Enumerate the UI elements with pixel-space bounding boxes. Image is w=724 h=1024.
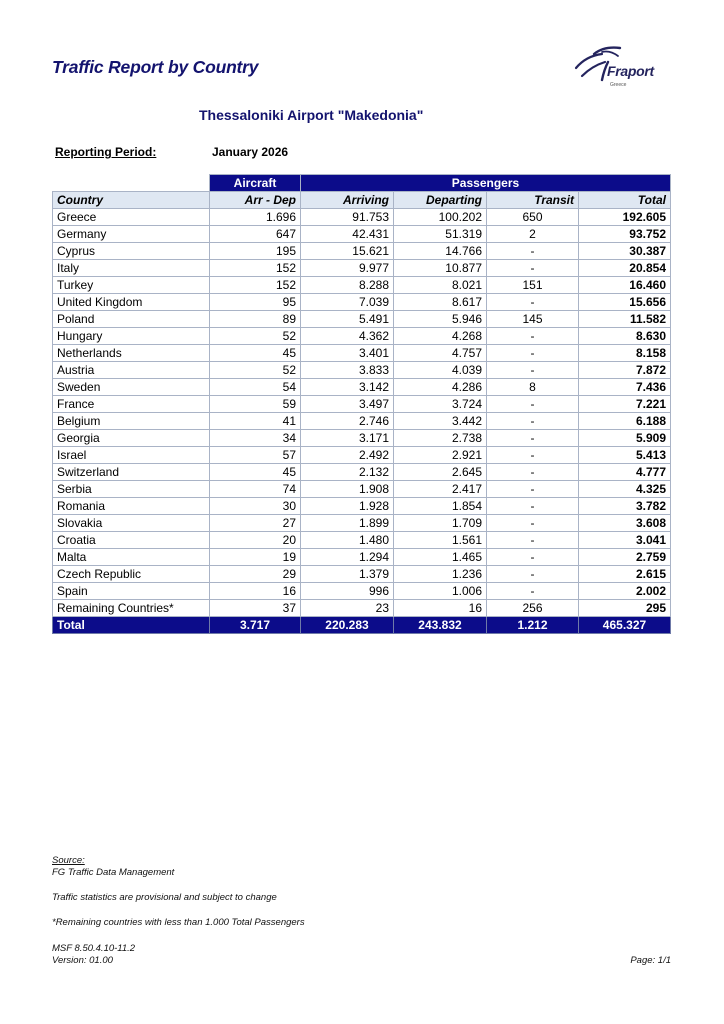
cell-transit: - — [487, 260, 579, 277]
table-row — [53, 379, 671, 396]
cell-country: Belgium — [53, 413, 210, 430]
table-row — [53, 532, 671, 549]
table-row — [53, 549, 671, 566]
cell-arriving: 1.899 — [301, 515, 394, 532]
table-row — [53, 294, 671, 311]
cell-country: Netherlands — [53, 345, 210, 362]
cell-country: Croatia — [53, 532, 210, 549]
col-header-total: Total — [579, 192, 671, 209]
col-header-departing: Departing — [394, 192, 487, 209]
cell-country: Malta — [53, 549, 210, 566]
cell-departing: 3.442 — [394, 413, 487, 430]
remaining-note: *Remaining countries with less than 1.000 Total Passengers — [52, 917, 305, 928]
cell-arriving: 1.908 — [301, 481, 394, 498]
table-row — [53, 600, 671, 617]
cell-total: 30.387 — [579, 243, 671, 260]
reporting-period-label: Reporting Period: — [55, 145, 157, 159]
cell-arr-dep: 74 — [210, 481, 301, 498]
cell-arr-dep: 34 — [210, 430, 301, 447]
cell-country: Greece — [53, 209, 210, 226]
cell-transit: - — [487, 243, 579, 260]
cell-arr-dep: 647 — [210, 226, 301, 243]
table-row — [53, 464, 671, 481]
table-row — [53, 498, 671, 515]
cell-transit: - — [487, 549, 579, 566]
cell-transit: - — [487, 498, 579, 515]
cell-arriving: 1.480 — [301, 532, 394, 549]
cell-departing: 2.417 — [394, 481, 487, 498]
cell-transit: 8 — [487, 379, 579, 396]
cell-transit: - — [487, 583, 579, 600]
cell-arriving: 996 — [301, 583, 394, 600]
table-row — [53, 260, 671, 277]
source-value: FG Traffic Data Management — [52, 867, 175, 878]
total-departing: 243.832 — [394, 617, 487, 634]
cell-arriving: 8.288 — [301, 277, 394, 294]
cell-transit: - — [487, 481, 579, 498]
cell-total: 2.759 — [579, 549, 671, 566]
cell-country: France — [53, 396, 210, 413]
cell-total: 295 — [579, 600, 671, 617]
col-header-country: Country — [53, 192, 210, 209]
group-header-row — [53, 175, 671, 192]
traffic-table — [52, 174, 671, 634]
cell-arriving: 3.171 — [301, 430, 394, 447]
cell-arr-dep: 20 — [210, 532, 301, 549]
cell-arr-dep: 59 — [210, 396, 301, 413]
cell-country: Sweden — [53, 379, 210, 396]
cell-total: 5.909 — [579, 430, 671, 447]
table-row — [53, 243, 671, 260]
cell-arriving: 5.491 — [301, 311, 394, 328]
cell-arr-dep: 1.696 — [210, 209, 301, 226]
cell-departing: 2.921 — [394, 447, 487, 464]
cell-departing: 10.877 — [394, 260, 487, 277]
cell-total: 6.188 — [579, 413, 671, 430]
source-label: Source: — [52, 855, 85, 866]
cell-country: Cyprus — [53, 243, 210, 260]
cell-total: 4.325 — [579, 481, 671, 498]
table-row — [53, 447, 671, 464]
cell-country: Remaining Countries* — [53, 600, 210, 617]
cell-total: 2.615 — [579, 566, 671, 583]
cell-transit: - — [487, 413, 579, 430]
cell-arriving: 4.362 — [301, 328, 394, 345]
group-header-blank — [53, 175, 210, 192]
cell-departing: 51.319 — [394, 226, 487, 243]
page-number: Page: 1/1 — [630, 955, 671, 966]
table-row — [53, 311, 671, 328]
table-row — [53, 396, 671, 413]
cell-departing: 1.561 — [394, 532, 487, 549]
cell-arr-dep: 54 — [210, 379, 301, 396]
cell-transit: - — [487, 532, 579, 549]
table-row — [53, 413, 671, 430]
cell-departing: 4.757 — [394, 345, 487, 362]
cell-country: Serbia — [53, 481, 210, 498]
cell-arr-dep: 152 — [210, 277, 301, 294]
cell-total: 4.777 — [579, 464, 671, 481]
cell-departing: 1.854 — [394, 498, 487, 515]
cell-transit: - — [487, 345, 579, 362]
cell-transit: 650 — [487, 209, 579, 226]
cell-country: Austria — [53, 362, 210, 379]
group-header-aircraft: Aircraft — [210, 175, 301, 192]
cell-arr-dep: 57 — [210, 447, 301, 464]
disclaimer: Traffic statistics are provisional and subject to change — [52, 892, 277, 903]
cell-departing: 1.709 — [394, 515, 487, 532]
cell-country: Switzerland — [53, 464, 210, 481]
table-row — [53, 515, 671, 532]
cell-total: 93.752 — [579, 226, 671, 243]
cell-transit: - — [487, 396, 579, 413]
cell-country: United Kingdom — [53, 294, 210, 311]
cell-arr-dep: 152 — [210, 260, 301, 277]
cell-departing: 3.724 — [394, 396, 487, 413]
table-row — [53, 328, 671, 345]
cell-country: Poland — [53, 311, 210, 328]
table-row — [53, 583, 671, 600]
cell-transit: 145 — [487, 311, 579, 328]
cell-arriving: 3.142 — [301, 379, 394, 396]
cell-country: Romania — [53, 498, 210, 515]
cell-arr-dep: 45 — [210, 345, 301, 362]
cell-departing: 2.645 — [394, 464, 487, 481]
cell-transit: - — [487, 328, 579, 345]
cell-transit: - — [487, 566, 579, 583]
table-row — [53, 566, 671, 583]
table-row — [53, 362, 671, 379]
cell-country: Turkey — [53, 277, 210, 294]
table-row — [53, 345, 671, 362]
cell-total: 2.002 — [579, 583, 671, 600]
cell-departing: 100.202 — [394, 209, 487, 226]
cell-total: 192.605 — [579, 209, 671, 226]
cell-arriving: 1.294 — [301, 549, 394, 566]
cell-transit: 151 — [487, 277, 579, 294]
cell-country: Germany — [53, 226, 210, 243]
logo-wordmark: Fraport — [607, 63, 654, 79]
logo-subtitle: Greece — [610, 82, 627, 88]
cell-arriving: 23 — [301, 600, 394, 617]
cell-departing: 1.236 — [394, 566, 487, 583]
cell-total: 20.854 — [579, 260, 671, 277]
cell-departing: 5.946 — [394, 311, 487, 328]
cell-transit: - — [487, 430, 579, 447]
cell-arr-dep: 37 — [210, 600, 301, 617]
cell-arriving: 2.492 — [301, 447, 394, 464]
cell-transit: - — [487, 294, 579, 311]
cell-total: 5.413 — [579, 447, 671, 464]
cell-arr-dep: 52 — [210, 328, 301, 345]
cell-arr-dep: 95 — [210, 294, 301, 311]
total-row — [53, 617, 671, 634]
cell-arriving: 7.039 — [301, 294, 394, 311]
total-arr-dep: 3.717 — [210, 617, 301, 634]
airport-name: Thessaloniki Airport "Makedonia" — [199, 107, 424, 123]
cell-transit: - — [487, 464, 579, 481]
cell-total: 7.436 — [579, 379, 671, 396]
cell-departing: 4.039 — [394, 362, 487, 379]
cell-total: 3.782 — [579, 498, 671, 515]
total-label: Total — [53, 617, 210, 634]
cell-departing: 4.268 — [394, 328, 487, 345]
cell-arr-dep: 195 — [210, 243, 301, 260]
cell-arr-dep: 30 — [210, 498, 301, 515]
cell-arr-dep: 27 — [210, 515, 301, 532]
cell-country: Czech Republic — [53, 566, 210, 583]
cell-arr-dep: 29 — [210, 566, 301, 583]
group-header-passengers: Passengers — [301, 175, 671, 192]
cell-arriving: 3.833 — [301, 362, 394, 379]
cell-departing: 8.021 — [394, 277, 487, 294]
doc-code: MSF 8.50.4.10-11.2 — [52, 943, 136, 954]
table-row — [53, 209, 671, 226]
col-header-transit: Transit — [487, 192, 579, 209]
cell-total: 8.630 — [579, 328, 671, 345]
cell-arr-dep: 45 — [210, 464, 301, 481]
cell-departing: 8.617 — [394, 294, 487, 311]
cell-transit: - — [487, 447, 579, 464]
cell-arriving: 42.431 — [301, 226, 394, 243]
cell-transit: 256 — [487, 600, 579, 617]
cell-arriving: 15.621 — [301, 243, 394, 260]
cell-arriving: 1.379 — [301, 566, 394, 583]
version: Version: 01.00 — [52, 955, 113, 966]
table-row — [53, 430, 671, 447]
cell-departing: 14.766 — [394, 243, 487, 260]
col-header-arriving: Arriving — [301, 192, 394, 209]
cell-departing: 1.006 — [394, 583, 487, 600]
cell-total: 7.221 — [579, 396, 671, 413]
cell-departing: 2.738 — [394, 430, 487, 447]
cell-departing: 1.465 — [394, 549, 487, 566]
cell-arr-dep: 89 — [210, 311, 301, 328]
total-transit: 1.212 — [487, 617, 579, 634]
cell-transit: - — [487, 515, 579, 532]
cell-arr-dep: 16 — [210, 583, 301, 600]
cell-arriving: 9.977 — [301, 260, 394, 277]
cell-arriving: 1.928 — [301, 498, 394, 515]
cell-total: 3.608 — [579, 515, 671, 532]
reporting-period-value: January 2026 — [212, 145, 289, 159]
cell-arr-dep: 19 — [210, 549, 301, 566]
cell-arriving: 3.401 — [301, 345, 394, 362]
cell-total: 11.582 — [579, 311, 671, 328]
cell-transit: 2 — [487, 226, 579, 243]
cell-country: Georgia — [53, 430, 210, 447]
column-header-row — [53, 192, 671, 209]
cell-arriving: 2.746 — [301, 413, 394, 430]
cell-departing: 4.286 — [394, 379, 487, 396]
cell-total: 3.041 — [579, 532, 671, 549]
cell-country: Spain — [53, 583, 210, 600]
cell-arr-dep: 41 — [210, 413, 301, 430]
table-row — [53, 226, 671, 243]
cell-transit: - — [487, 362, 579, 379]
total-total: 465.327 — [579, 617, 671, 634]
cell-country: Italy — [53, 260, 210, 277]
cell-country: Slovakia — [53, 515, 210, 532]
total-arriving: 220.283 — [301, 617, 394, 634]
cell-arr-dep: 52 — [210, 362, 301, 379]
cell-departing: 16 — [394, 600, 487, 617]
cell-arriving: 3.497 — [301, 396, 394, 413]
col-header-arr-dep: Arr - Dep — [210, 192, 301, 209]
cell-total: 7.872 — [579, 362, 671, 379]
cell-arriving: 2.132 — [301, 464, 394, 481]
cell-country: Israel — [53, 447, 210, 464]
cell-country: Hungary — [53, 328, 210, 345]
report-title: Traffic Report by Country — [52, 57, 259, 77]
cell-total: 16.460 — [579, 277, 671, 294]
table-row — [53, 277, 671, 294]
cell-total: 8.158 — [579, 345, 671, 362]
cell-total: 15.656 — [579, 294, 671, 311]
cell-arriving: 91.753 — [301, 209, 394, 226]
table-row — [53, 481, 671, 498]
